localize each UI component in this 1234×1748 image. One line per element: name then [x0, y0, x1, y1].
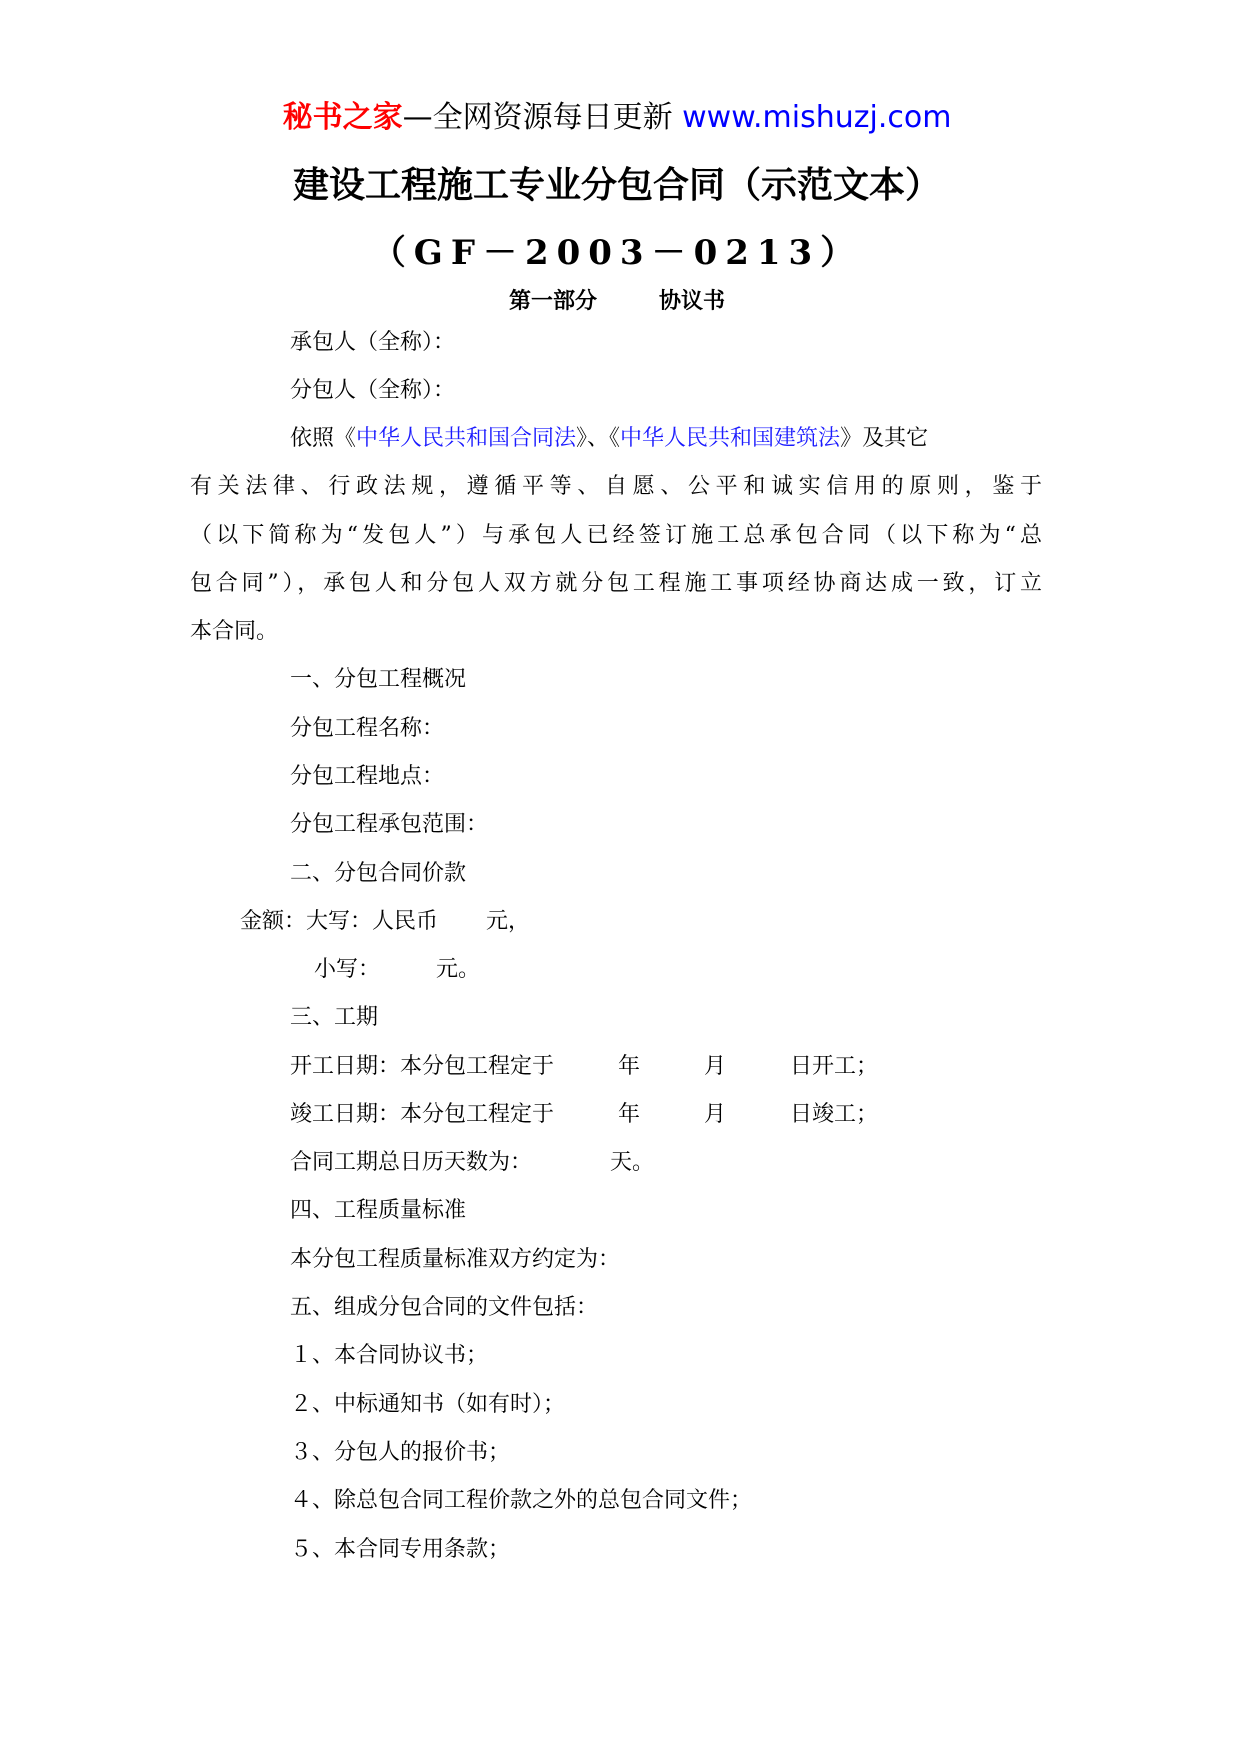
preamble-lead: 依照《	[290, 426, 357, 451]
section-4-heading: 四、工程质量标准	[290, 1198, 467, 1223]
contractor-line: 承包人（全称）：	[290, 330, 456, 355]
part-heading	[0, 286, 1234, 318]
finish-date-label: 竣工日期：本分包工程定于	[290, 1102, 555, 1127]
amount-figure-line	[314, 955, 480, 985]
quality-standard-line: 本分包工程质量标准双方约定为：	[290, 1247, 621, 1272]
preamble-line-1	[290, 424, 928, 454]
finish-year: 年	[618, 1102, 641, 1127]
banner-url-link[interactable]: www.mishuzj.com	[682, 100, 952, 135]
preamble-line-3: （以下简称为“发包人”）与承包人已经签订施工总承包合同（以下称为“总	[190, 523, 1042, 548]
banner-tagline: —全网资源每日更新	[402, 100, 673, 135]
project-scope-line: 分包工程承包范围：	[290, 812, 489, 837]
project-location-line: 分包工程地点：	[290, 764, 445, 789]
document-list-item: ３、分包人的报价书；	[290, 1440, 511, 1465]
section-5-heading: 五、组成分包合同的文件包括：	[290, 1295, 599, 1320]
subcontractor-line: 分包人（全称）：	[290, 378, 456, 403]
preamble-line-2: 有关法律、行政法规，遵循平等、自愿、公平和诚实信用的原则，鉴于	[190, 474, 1042, 499]
total-days-line	[290, 1148, 654, 1178]
total-days-unit: 天。	[610, 1150, 655, 1175]
finish-day: 日竣工；	[790, 1102, 879, 1127]
amount-label: 金额：大写：人民币	[240, 909, 439, 934]
start-day: 日开工；	[790, 1054, 879, 1079]
construction-law-link[interactable]: 中华人民共和国建筑法	[620, 426, 841, 451]
part-number: 第一部分	[508, 289, 597, 314]
document-list-item: ５、本合同专用条款；	[290, 1537, 511, 1562]
amount-figure-label: 小写：	[314, 957, 381, 982]
amount-line	[240, 907, 530, 937]
preamble-line-5: 本合同。	[190, 619, 279, 644]
contract-law-link[interactable]: 中华人民共和国合同法	[356, 426, 577, 451]
start-date-line	[290, 1052, 878, 1082]
amount-unit: 元，	[486, 909, 531, 934]
preamble-line-4: 包合同”），承包人和分包人双方就分包工程施工事项经协商达成一致，订立	[190, 571, 1042, 596]
part-name: 协议书	[659, 289, 726, 314]
project-name-line: 分包工程名称：	[290, 716, 445, 741]
site-banner	[0, 98, 1234, 138]
document-list-item: ４、除总包合同工程价款之外的总包合同文件；	[290, 1488, 753, 1513]
finish-month: 月	[704, 1102, 727, 1127]
total-days-label: 合同工期总日历天数为：	[290, 1150, 533, 1175]
finish-date-line	[290, 1100, 878, 1130]
amount-figure-unit: 元。	[436, 957, 481, 982]
section-3-heading: 三、工期	[290, 1005, 379, 1030]
document-list-item: １、本合同协议书；	[290, 1343, 489, 1368]
section-2-heading: 二、分包合同价款	[290, 861, 467, 886]
banner-brand: 秘书之家	[282, 100, 403, 135]
document-list-item: ２、中标通知书（如有时）；	[290, 1392, 566, 1417]
preamble-tail: 》及其它	[840, 426, 929, 451]
start-year: 年	[618, 1054, 641, 1079]
start-date-label: 开工日期：本分包工程定于	[290, 1054, 555, 1079]
contract-code: （GF－2003－0213）	[371, 233, 863, 273]
section-1-heading: 一、分包工程概况	[290, 667, 467, 692]
preamble-mid: 》、《	[576, 426, 621, 451]
contract-title: 建设工程施工专业分包合同（示范文本）	[292, 164, 941, 206]
start-month: 月	[704, 1054, 727, 1079]
